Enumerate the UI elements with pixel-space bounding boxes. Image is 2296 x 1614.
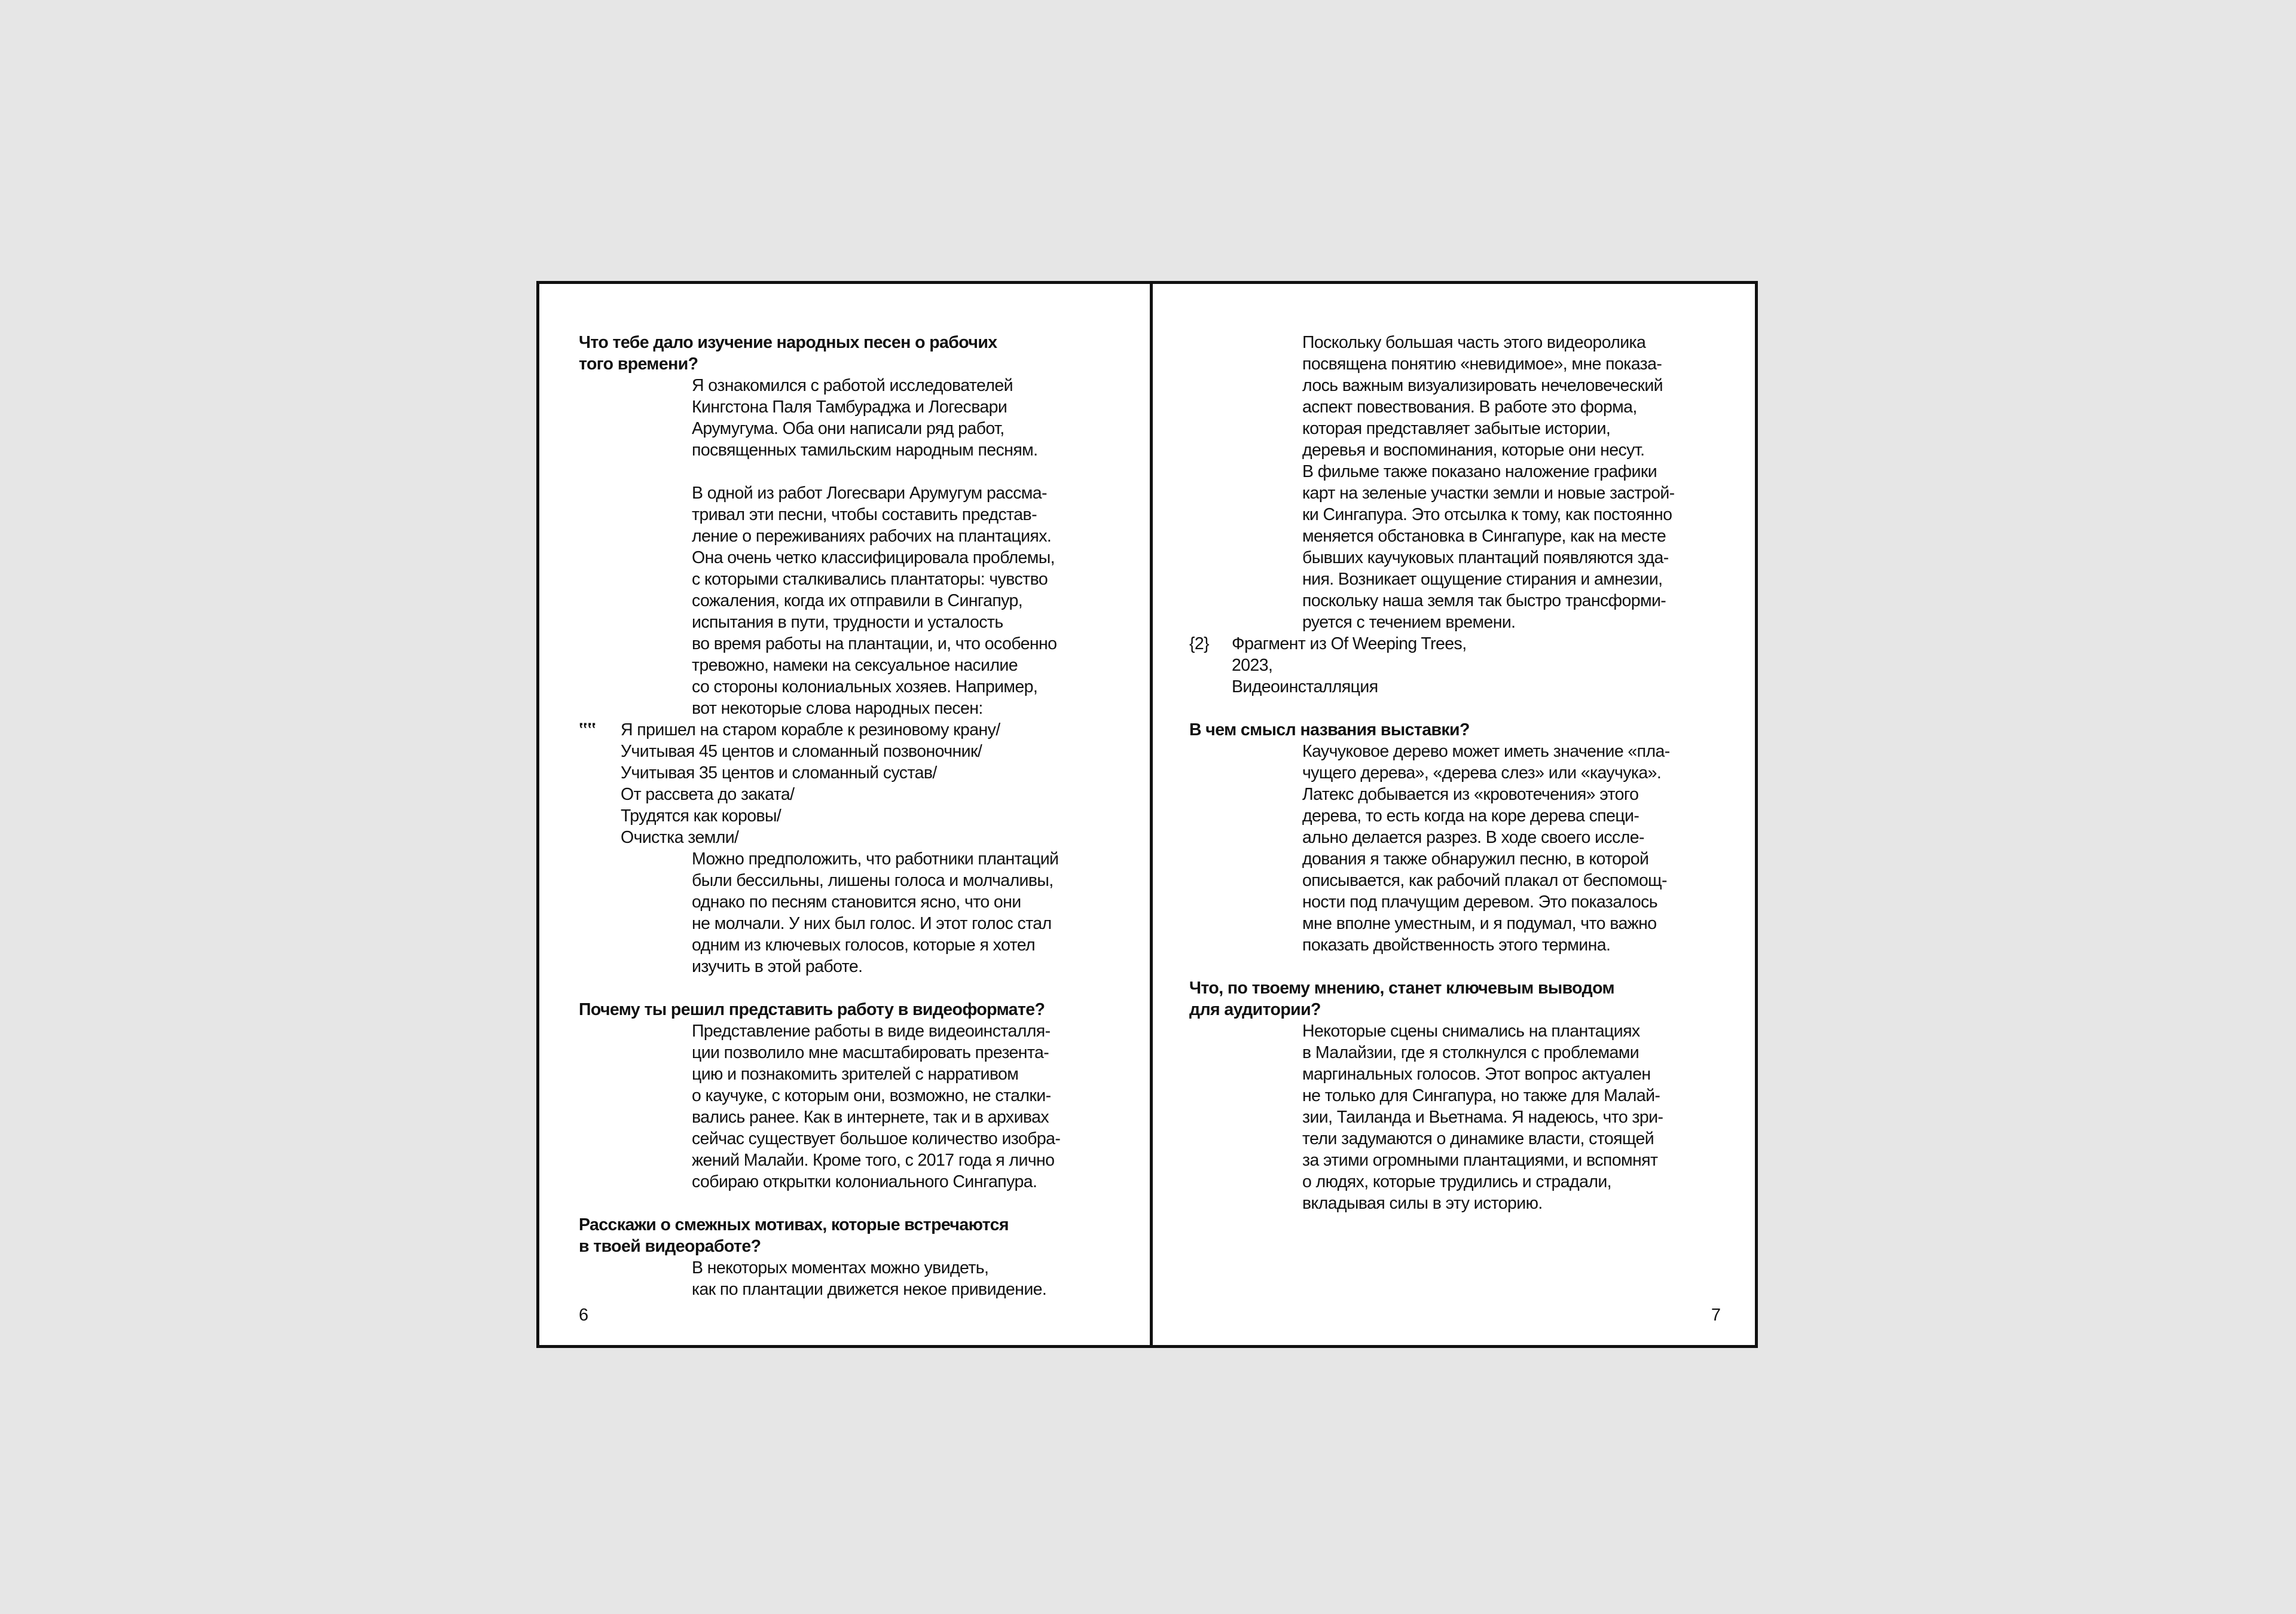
page-number-left: 6 — [579, 1306, 589, 1325]
answer-exhibition-title: Каучуковое дерево может иметь значение «пла- чущего дерева», «дерева слез» или «каучука». Латекс добывается из «кровотечения» этого дерева, то есть когда на коре дерева специ- ально делается разрез. В ходе своего иссле- дования я также обнаружил песню, в которой описывается, как рабочий плакал от беспомощ- ности под плачущим деревом. Это показалось мне вполне уместным, и я подумал, что важно показать двойственность этого термина. — [1302, 742, 1670, 955]
quote-mark-icon: ‟‟ — [579, 720, 596, 739]
answer-related-motifs: В некоторых моментах можно увидеть, как по плантации движется некое привидение. — [692, 1258, 1047, 1299]
answer-folk-songs-p2: В одной из работ Логесвари Арумугум рассма- тривал эти песни, чтобы составить представ- ление о переживаниях рабочих на плантациях. Она очень четко классифицировала проблемы, с которыми сталкивались плантаторы: чувство сожаления, когда их отправили в Сингапур, испытания в пути, трудности и усталость во время работы на плантации, и, что особенно тревожно, намеки на сексуальное насилие со стороны колониальных хозяев. Например, вот некоторые слова народных песен: — [692, 484, 1057, 718]
question-related-motifs: Расскажи о смежных мотивах, которые встречаются в твоей видеоработе? — [579, 1215, 1009, 1256]
figure-caption: {2} Фрагмент из Of Weeping Trees, 2023, Видеоинсталляция — [1189, 634, 1467, 696]
answer-key-takeaway: Некоторые сцены снимались на плантациях в Малайзии, где я столкнулся с проблемами маргинальных голосов. Этот вопрос актуален не только для Сингапура, но также для Малай- зии, Таиланда и Вьетнама. Я надеюсь, что зри- тели задумаются о динамике власти, стоящей за этими огромными плантациями, и вспомнят о людях, которые трудились и страдали, вкладывая силы в эту историю. — [1302, 1022, 1663, 1213]
answer-video-format: Представление работы в виде видеоинсталля- ции позволило мне масштабировать презента- цию и познакомить зрителей с нарративом о каучуке, с которым они, возможно, не сталки- вались ранее. Как в интернете, так и в архивах сейчас существует большое количество изобра- жений Малайи. Кроме того, с 2017 года я лично собираю открытки колониального Сингапура. — [692, 1022, 1061, 1191]
question-video-format: Почему ты решил представить работу в видеоформате? — [579, 1000, 1045, 1019]
question-exhibition-title: В чем смысл названия выставки? — [1189, 720, 1470, 739]
caption-number: {2} — [1189, 634, 1210, 653]
left-page — [539, 284, 1150, 1345]
question-folk-songs: Что тебе дало изучение народных песен о рабочих того времени? — [579, 333, 997, 374]
answer-folk-songs-p3: Можно предположить, что работники плантаций были бессильны, лишены голоса и молчаливы, однако по песням становится ясно, что они не молчали. У них был голос. И этот голос стал одним из ключевых голосов, которые я хотел изучить в этой работе. — [692, 849, 1059, 976]
question-key-takeaway: Что, по твоему мнению, станет ключевым выводом для аудитории? — [1189, 979, 1615, 1019]
book-spread — [536, 281, 1758, 1348]
continued-answer: Поскольку большая часть этого видеоролика посвящена понятию «невидимое», мне показа- лось важным визуализировать нечеловеческий аспект повествования. В работе это форма, которая представляет забытые истории, деревья и воспоминания, которые они несут. В фильме также показано наложение графики карт на зеленые участки земли и новые застрой- ки Сингапура. Это отсылка к тому, как постоянно меняется обстановка в Сингапуре, как на месте бывших каучуковых плантаций появляются зда- ния. Возникает ощущение стирания и амнезии, поскольку наша земля так быстро трансформи- руется с течением времени. — [1302, 333, 1675, 632]
answer-folk-songs-p1: Я ознакомился с работой исследователей Кингстона Паля Тамбураджа и Логесвари Арумугума. Оба они написали ряд работ, посвященных тамильским народным песням. — [692, 376, 1038, 460]
right-page-content — [1189, 332, 1727, 1214]
folk-song-quote: ‟‟ Я пришел на старом корабле к резиновому крану/ Учитывая 45 центов и сломанный позвоночник/ Учитывая 35 центов и сломанный сустав/ От рассвета до заката/ Трудятся как коровы/ Очистка земли/ — [579, 720, 1000, 847]
left-page-content — [579, 332, 1117, 1300]
page-number-right: 7 — [1711, 1306, 1721, 1325]
right-page — [1153, 284, 1758, 1345]
